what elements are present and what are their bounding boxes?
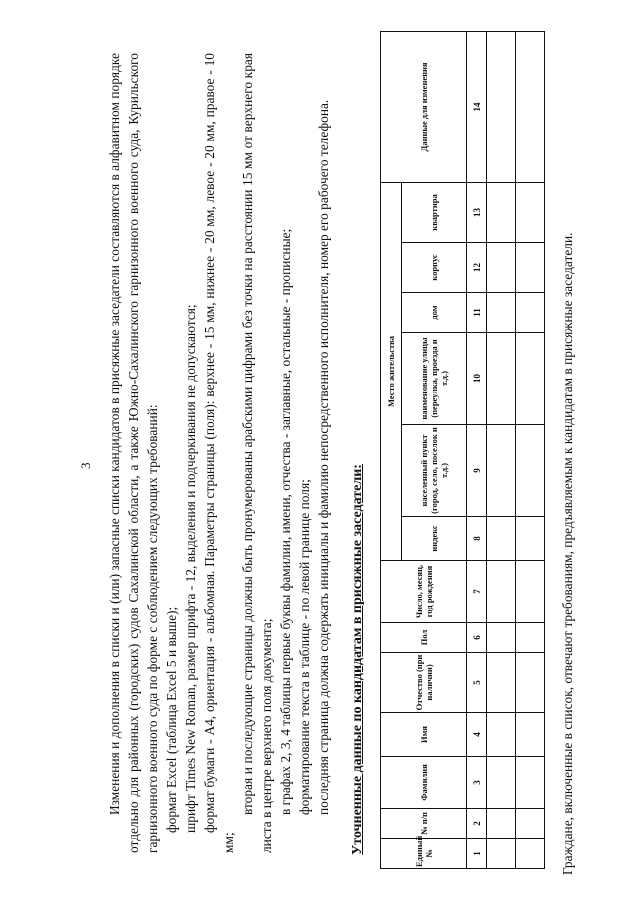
- req-last-page: последняя страница должна содержать инициалы и фамилию непосредственного исполнителя, номер его рабочего телефона.: [316, 99, 331, 815]
- req-page-numbering: вторая и последующие страницы должны быть пронумерованы арабскими цифрами без точки на расстоянии 15 мм от верхнего края листа в центре верхнего поля документа;: [240, 53, 274, 853]
- req-paper: формат бумаги - А4, ориентация - альбомная. Параметры страницы (поля): верхнее - 15 мм, нижнее - 20 мм, левое - 20 мм, правое - 10 мм;: [202, 53, 236, 853]
- req-font: шрифт Times New Roman, размер шрифта - 12, выделения и подчеркивания не допускаются;: [183, 304, 198, 833]
- header-sex: Пол: [381, 623, 467, 653]
- header-row-no: № п/п: [381, 809, 467, 839]
- col-num: 9: [467, 425, 487, 517]
- header-patronymic: Отчество (при наличии): [381, 653, 467, 713]
- requirements-text: [105, 53, 333, 853]
- header-change-data: Данные для изменения: [381, 32, 467, 183]
- intro-paragraph: Изменения и дополнения в списки и (или) запасные списки кандидатов в присяжные заседатели составляются в алфавитном порядке отдельно для районных (городских) судов Сахалинской области, а также Южно-Сахалинского гарнизонного военного суда, Курильского гарнизонного военного суда по форме с соблюдением следующих требований:: [107, 53, 160, 853]
- col-num: 13: [467, 183, 487, 243]
- req-alignment: форматирование текста в таблице - по левой границе поля;: [297, 479, 312, 815]
- col-num: 14: [467, 32, 487, 183]
- candidates-table: [380, 31, 545, 869]
- footer-note: Граждане, включенные в список, отвечают требованиям, предъявляемым к кандидатам в присяжные заседатели.: [560, 232, 575, 875]
- header-street: наименование улицы (переулка, проезда и т.д.): [402, 333, 467, 425]
- table-row: [487, 32, 516, 869]
- req-excel-format: формат Excel (таблица Excel 5 и выше);: [164, 606, 179, 833]
- col-num: 3: [467, 757, 487, 809]
- header-surname: Фамилия: [381, 757, 467, 809]
- page-number: 3: [78, 462, 93, 469]
- col-num: 10: [467, 333, 487, 425]
- col-num: 6: [467, 623, 487, 653]
- col-num: 5: [467, 653, 487, 713]
- header-building: корпус: [402, 243, 467, 293]
- col-num: 1: [467, 839, 487, 869]
- col-num: 7: [467, 561, 487, 623]
- column-numbers-row: [467, 32, 487, 869]
- header-name: Имя: [381, 713, 467, 757]
- header-index: индекс: [402, 517, 467, 561]
- col-num: 11: [467, 293, 487, 333]
- table-heading: Уточненные данные по кандидатам в присяжные заседатели:: [350, 464, 365, 855]
- header-house: дом: [402, 293, 467, 333]
- col-num: 4: [467, 713, 487, 757]
- table-row: [516, 32, 545, 869]
- header-locality: населенный пункт (город, село, поселок и т.д.): [402, 425, 467, 517]
- req-capitalization: в графах 2, 3, 4 таблицы первые буквы фамилии, имени, отчества - заглавные, остальные - прописные;: [278, 228, 293, 815]
- header-apartment: квартира: [402, 183, 467, 243]
- col-num: 12: [467, 243, 487, 293]
- col-num: 8: [467, 517, 487, 561]
- header-birth-date: Число, месяц, год рождения: [381, 561, 467, 623]
- header-unified-no: Единый №: [381, 839, 467, 869]
- col-num: 2: [467, 809, 487, 839]
- header-residence: Место жительства: [381, 183, 402, 561]
